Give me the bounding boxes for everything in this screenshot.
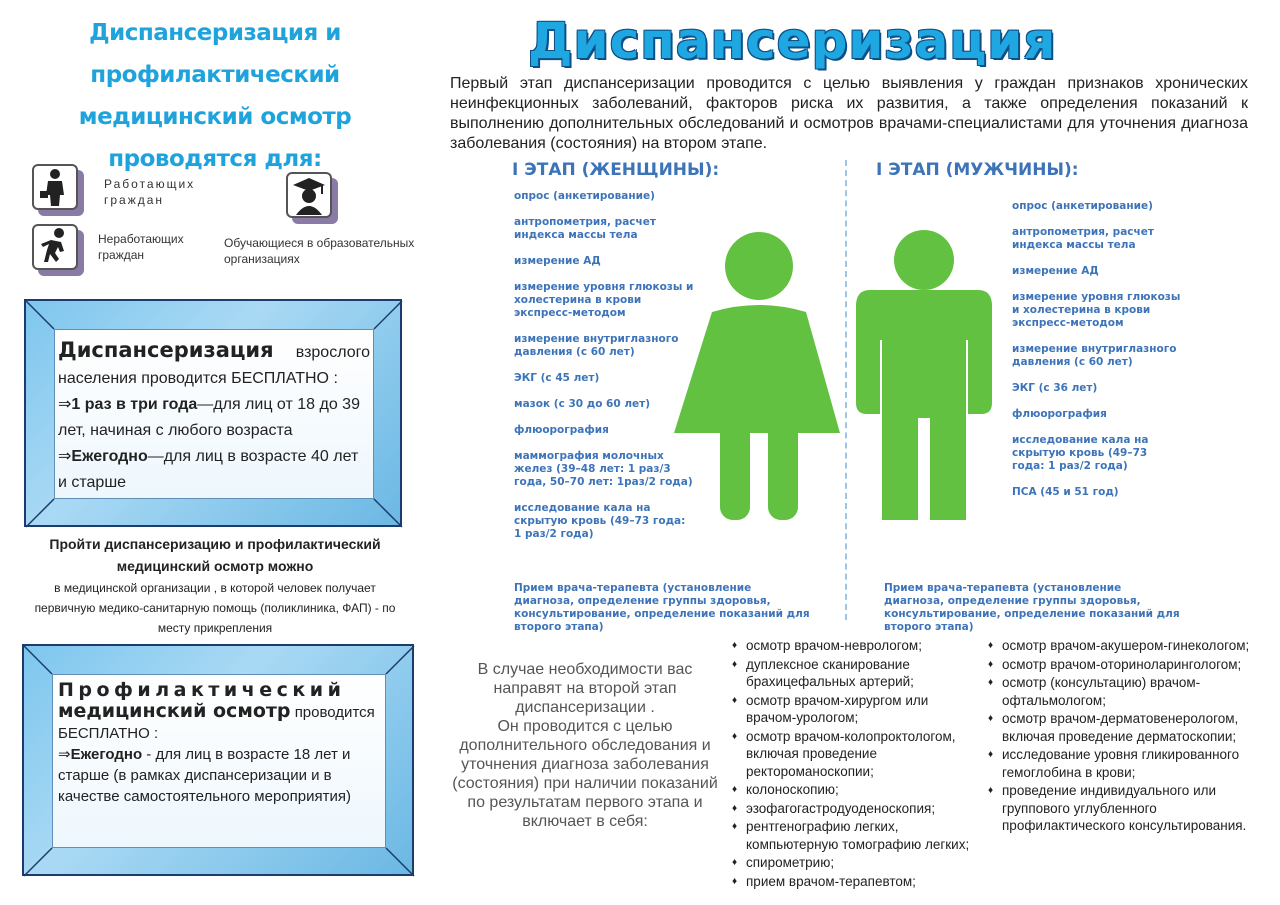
list-item: ♦ рентгенографию легких, компьютерную томографию легких; xyxy=(732,818,972,853)
box2-word2: медицинский осмотр xyxy=(58,700,291,722)
left-title-line: проводятся для: xyxy=(108,146,322,172)
women-item: ЭКГ (с 45 лет) xyxy=(514,372,600,384)
men-item: измерение внутриглазного давления (с 60 лет) xyxy=(1012,343,1177,368)
main-title: Диспансеризация xyxy=(528,12,1057,70)
women-item: исследование кала на скрытую кровь (49–73 года: 1 раз/2 года) xyxy=(514,502,686,540)
women-stage-list xyxy=(514,190,694,554)
men-item: антропометрия, расчет индекса массы тела xyxy=(1012,226,1154,251)
list-item: ♦ осмотр врачом-колопроктологом, включая проведение ректороманоскопии; xyxy=(732,728,972,781)
men-item: ПСА (45 и 51 год) xyxy=(1012,486,1119,498)
women-item: антропометрия, расчет индекса массы тела xyxy=(514,216,656,241)
second-stage-list-2 xyxy=(988,637,1260,836)
women-item: опрос (анкетирование) xyxy=(514,190,655,202)
running-person-icon xyxy=(32,224,80,272)
businessman-icon xyxy=(32,164,80,212)
box2-item-bold: Ежегодно xyxy=(70,746,143,763)
men-item: опрос (анкетирование) xyxy=(1012,200,1153,212)
second-stage-text1: В случае необходимости вас направят на второй этап диспансеризации . xyxy=(477,661,693,716)
box1-item2-bold: Ежегодно xyxy=(71,448,148,465)
second-stage-text xyxy=(445,660,725,831)
list-item: ♦ колоноскопию; xyxy=(732,781,972,799)
men-stage-footer: Прием врача-терапевта (установление диагноза, определение группы здоровья, консультирование, определение показаний для второго этапа) xyxy=(884,582,1180,633)
list-item: ♦ спирометрию; xyxy=(732,854,972,872)
men-item: флюорография xyxy=(1012,408,1107,420)
box1-item1 xyxy=(58,392,370,444)
where-body: в медицинской организации , в которой человек получает первичную медико-санитарную помощь (поликлиника, ФАП) - по месту прикрепления xyxy=(34,581,396,635)
category-nonworking: Неработающих граждан xyxy=(98,232,184,262)
box2-item xyxy=(58,744,384,807)
second-stage-text2: Он проводится с целью дополнительного обследования и уточнения диагноза заболевания (состояния) при наличии показаний по результатам первого этапа и включает в себя: xyxy=(452,718,718,830)
arrow-icon: ⇒ xyxy=(58,448,72,465)
where-heading: Пройти диспансеризацию и профилактический медицинский осмотр можно xyxy=(49,536,381,574)
box2-word1: Профилактический xyxy=(58,679,346,701)
women-item: измерение уровня глюкозы и холестерина в крови экспресс-методом xyxy=(514,281,694,319)
women-item: маммография молочных желез (39–48 лет: 1 раз/3 года, 50–70 лет: 1раз/2 года) xyxy=(514,450,693,488)
list-item: ♦ осмотр (консультацию) врачом-офтальмологом; xyxy=(988,674,1260,709)
box1-lead-word: Диспансеризация xyxy=(58,338,274,362)
category-students: Обучающиеся в образовательных организациях xyxy=(224,236,415,266)
arrow-icon: ⇒ xyxy=(58,396,72,413)
stage-divider xyxy=(845,160,847,620)
list-item: ♦ осмотр врачом-хирургом или врачом-урологом; xyxy=(732,692,972,727)
left-title-line: профилактический xyxy=(90,62,340,88)
left-title-line: медицинский осмотр xyxy=(78,104,352,130)
list-item: ♦ проведение индивидуального или группового углубленного профилактического консультирования. xyxy=(988,782,1260,835)
women-item: измерение внутриглазного давления (с 60 лет) xyxy=(514,333,679,358)
box1-item2 xyxy=(58,444,370,496)
graduate-icon xyxy=(286,172,334,220)
woman-figure-icon xyxy=(672,228,842,520)
box1-item1-rest: —для лиц от 18 до 39 лет, начиная с любого возраста xyxy=(58,396,360,439)
list-item: ♦ дуплексное сканирование брахицефальных артерий; xyxy=(732,656,972,691)
list-item: ♦ осмотр врачом-дерматовенерологом, включая проведение дерматоскопии; xyxy=(988,710,1260,745)
men-item: измерение уровня глюкозы и холестерина в крови экспресс-методом xyxy=(1012,291,1181,329)
men-item: измерение АД xyxy=(1012,265,1099,277)
list-item: ♦ исследование уровня гликированного гемоглобина в крови; xyxy=(988,746,1260,781)
men-item: исследование кала на скрытую кровь (49–73 года: 1 раз/2 года) xyxy=(1012,434,1149,472)
intro-text: Первый этап диспансеризации проводится с целью выявления у граждан признаков хронических неинфекционных заболеваний, факторов риска их развития, а также определения показаний к выполнению дополнительных обследований и осмотров врачами-специалистами для уточнения диагноза заболевания (состояния) на втором этапе. xyxy=(450,75,1248,152)
men-item: ЭКГ (с 36 лет) xyxy=(1012,382,1098,394)
box1-line2: населения проводится БЕСПЛАТНО : xyxy=(58,370,338,387)
women-item: флюорография xyxy=(514,424,609,436)
list-item: ♦ осмотр врачом-неврологом; xyxy=(732,637,972,655)
dispensary-info-box xyxy=(24,299,402,527)
box2-rest: проводится БЕСПЛАТНО : xyxy=(58,704,375,742)
men-stage-heading: I ЭТАП (МУЖЧИНЫ): xyxy=(876,160,1079,180)
list-item: ♦ эзофагогастродуоденоскопия; xyxy=(732,800,972,818)
list-item: ♦ прием врачом-терапевтом; xyxy=(732,873,972,891)
men-stage-list xyxy=(1012,200,1182,512)
box1-item1-bold: 1 раз в три года xyxy=(71,396,198,413)
women-item: мазок (с 30 до 60 лет) xyxy=(514,398,651,410)
women-item: измерение АД xyxy=(514,255,601,267)
box2-item-rest: - для лиц в возрасте 18 лет и старше (в рамках диспансеризации и в качестве самостоятельного мероприятия) xyxy=(58,746,351,805)
left-title xyxy=(40,12,390,180)
category-working: Работающих граждан xyxy=(104,177,196,207)
list-item: ♦ осмотр врачом-акушером-гинекологом; xyxy=(988,637,1260,655)
prophylactic-info-box xyxy=(22,644,414,876)
left-title-line: Диспансеризация и xyxy=(89,20,341,46)
box1-item2-rest: —для лиц в возрасте 40 лет и старше xyxy=(58,448,359,491)
list-item: ♦ осмотр врачом-оториноларингологом; xyxy=(988,656,1260,674)
box1-lead-rest: взрослого xyxy=(295,344,370,361)
women-stage-footer: Прием врача-терапевта (установление диагноза, определение группы здоровья, консультирование, определение показаний для второго этапа) xyxy=(514,582,810,633)
arrow-icon: ⇒ xyxy=(58,746,71,763)
second-stage-list-1 xyxy=(732,637,972,891)
women-stage-heading: I ЭТАП (ЖЕНЩИНЫ): xyxy=(512,160,720,180)
man-figure-icon xyxy=(856,228,992,520)
